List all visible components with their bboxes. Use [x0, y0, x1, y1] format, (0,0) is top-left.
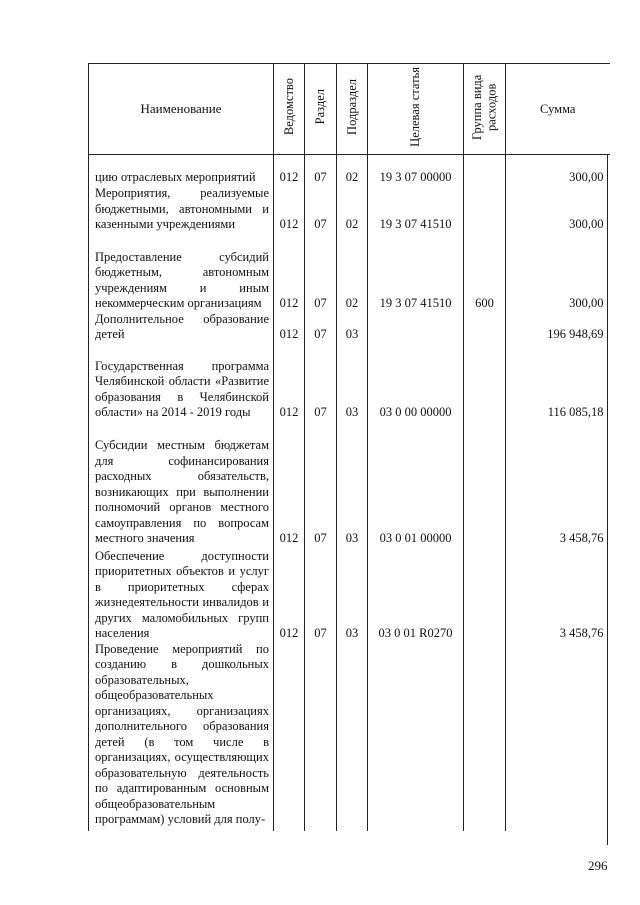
header-subsection: Подраздел [337, 64, 368, 155]
header-group: Группа вида расходов [464, 64, 506, 155]
row-name: Предоставление субсидий бюджетным, автономным учреждениям и иным некоммерческим организациям [89, 233, 274, 312]
row-target [368, 642, 464, 831]
row-subsection: 03 [337, 343, 368, 421]
row-group [464, 155, 506, 186]
row-subsection: 02 [337, 155, 368, 186]
row-name: цию отраслевых мероприятий [89, 155, 274, 186]
row-target: 03 0 01 R0270 [368, 547, 464, 642]
row-name: Мероприятия, реализуемые бюджетными, автономными и казенными учреждениями [89, 186, 274, 233]
row-name: Обеспечение доступности приоритетных объектов и услуг в приоритетных сферах жизнедеятельности инвалидов и других маломобильных групп населения [89, 547, 274, 642]
row-dept: 012 [274, 312, 305, 343]
row-name: Государственная программа Челябинской области «Развитие образования в Челябинской области» на 2014 - 2019 годы [89, 343, 274, 421]
row-group: 600 [464, 233, 506, 312]
row-dept: 012 [274, 155, 305, 186]
row-group [464, 312, 506, 343]
budget-table [88, 63, 610, 831]
row-name: Проведение мероприятий по созданию в дошкольных образовательных, общеобразовательных организациях, организациях дополнительного образования детей (в том числе в организациях, осуществляющих образовательную деятельность по адаптированным основным общеобразовательным программам) условий для полу- [89, 642, 274, 831]
table-row [89, 343, 610, 421]
table-row [89, 312, 610, 343]
row-sum: 116 085,18 [506, 343, 610, 421]
row-dept: 012 [274, 421, 305, 547]
row-sum: 3 458,76 [506, 421, 610, 547]
row-subsection: 03 [337, 312, 368, 343]
row-target: 03 0 00 00000 [368, 343, 464, 421]
row-group [464, 186, 506, 233]
row-subsection: 02 [337, 186, 368, 233]
row-dept: 012 [274, 343, 305, 421]
row-name: Субсидии местным бюджетам для софинансирования расходных обязательств, возникающих при выполнении полномочий органов местного самоуправления по вопросам местного значения [89, 421, 274, 547]
table-row [89, 547, 610, 642]
row-target: 19 3 07 41510 [368, 233, 464, 312]
row-subsection: 03 [337, 421, 368, 547]
page-number: 296 [588, 858, 608, 873]
row-sum: 3 458,76 [506, 547, 610, 642]
row-target: 19 3 07 00000 [368, 155, 464, 186]
row-target [368, 312, 464, 343]
row-group [464, 547, 506, 642]
row-section: 07 [305, 233, 337, 312]
row-name: Дополнительное образование детей [89, 312, 274, 343]
row-section [305, 642, 337, 831]
row-dept: 012 [274, 186, 305, 233]
table-row [89, 186, 610, 233]
row-subsection: 03 [337, 547, 368, 642]
row-section: 07 [305, 343, 337, 421]
row-target: 03 0 01 00000 [368, 421, 464, 547]
row-sum: 300,00 [506, 155, 610, 186]
row-sum [506, 642, 610, 831]
row-section: 07 [305, 421, 337, 547]
row-group [464, 642, 506, 831]
header-target: Целевая статья [368, 64, 464, 155]
row-dept [274, 642, 305, 831]
row-target: 19 3 07 41510 [368, 186, 464, 233]
table-row [89, 642, 610, 831]
right-border-line [607, 155, 608, 845]
row-section: 07 [305, 547, 337, 642]
row-section: 07 [305, 186, 337, 233]
row-subsection: 02 [337, 233, 368, 312]
row-section: 07 [305, 155, 337, 186]
table-header-row [89, 64, 610, 155]
row-group [464, 343, 506, 421]
row-sum: 300,00 [506, 186, 610, 233]
row-dept: 012 [274, 547, 305, 642]
table-row [89, 233, 610, 312]
header-dept: Ведомство [274, 64, 305, 155]
header-section: Раздел [305, 64, 337, 155]
row-sum: 196 948,69 [506, 312, 610, 343]
row-sum: 300,00 [506, 233, 610, 312]
table-row [89, 421, 610, 547]
row-subsection [337, 642, 368, 831]
row-group [464, 421, 506, 547]
row-section: 07 [305, 312, 337, 343]
header-sum: Сумма [506, 64, 610, 155]
table-row [89, 155, 610, 186]
header-name: Наименование [89, 64, 274, 155]
row-dept: 012 [274, 233, 305, 312]
